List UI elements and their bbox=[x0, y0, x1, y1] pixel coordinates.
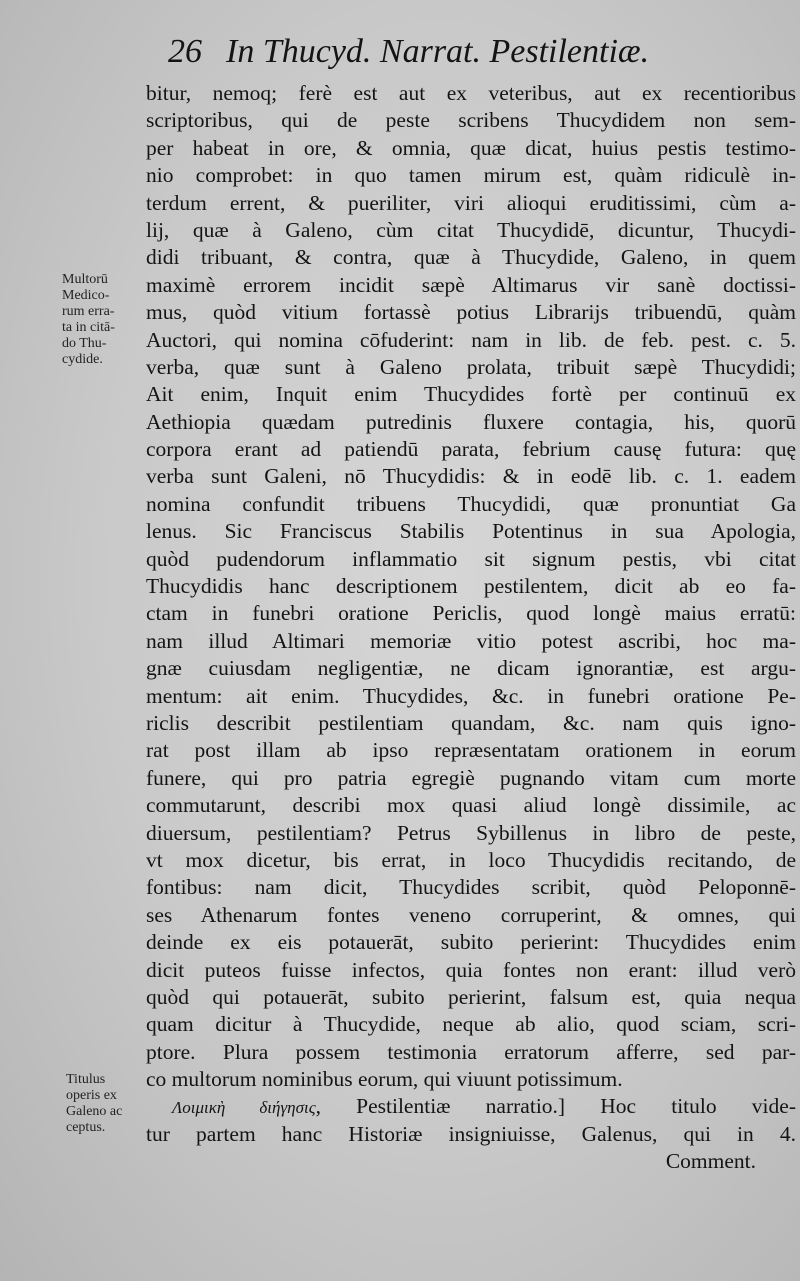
margin-note-line: ceptus. bbox=[66, 1120, 106, 1135]
text-line: diuersum, pestilentiam? Petrus Sybillenus in libro de peste, bbox=[146, 820, 796, 845]
main-text-block bbox=[146, 80, 796, 1176]
margin-note-line: cydide. bbox=[62, 352, 103, 367]
text-line: scriptoribus, qui de peste scribens Thucydidem non sem- bbox=[146, 108, 796, 133]
text-line: tur partem hanc Historiæ insigniuisse, Galenus, qui in 4. bbox=[146, 1121, 796, 1146]
text-line: commutarunt, describi mox quasi aliud longè dissimile, ac bbox=[146, 793, 796, 818]
text-line: Aethiopia quædam putredinis fluxere contagia, his, quorū bbox=[146, 409, 796, 434]
margin-note-line: do Thu- bbox=[62, 336, 107, 351]
catchword: Comment. bbox=[665, 1149, 756, 1174]
text-line: ptore. Plura possem testimonia erratorum afferre, sed par- bbox=[146, 1039, 796, 1064]
text-line: nomina confundit tribuens Thucydidi, quæ pronuntiat Ga bbox=[146, 491, 796, 516]
lemma-line bbox=[146, 1093, 796, 1120]
margin-note-line: operis ex bbox=[66, 1088, 117, 1103]
text-line: ses Athenarum fontes veneno corruperint, & omnes, qui bbox=[146, 902, 796, 927]
text-line: funere, qui pro patria egregiè pugnando vitam cum morte bbox=[146, 765, 796, 790]
margin-note-line: rum erra- bbox=[62, 304, 115, 319]
text-line: vt mox dicetur, bis errat, in loco Thucydidis recitando, de bbox=[146, 847, 796, 872]
margin-note-errors bbox=[62, 272, 115, 368]
text-line: Ait enim, Inquit enim Thucydides fortè per continuū ex bbox=[146, 382, 796, 407]
text-line: quam dicitur à Thucydide, neque ab alio, quod sciam, scri- bbox=[146, 1012, 796, 1037]
greek-lemma: Λοιμικὴ διήγησις bbox=[172, 1098, 316, 1118]
page-number: 26 bbox=[168, 33, 202, 70]
text-line: quòd qui potauerāt, subito perierint, falsum est, quia nequa bbox=[146, 984, 796, 1009]
text-line: gnæ cuiusdam negligentiæ, ne dicam ignorantiæ, est argu- bbox=[146, 656, 796, 681]
text-line: quòd pudendorum inflammatio sit signum pestis, vbi citat bbox=[146, 546, 796, 571]
text-line: bitur, nemoq; ferè est aut ex veteribus, aut ex recentioribus bbox=[146, 81, 796, 105]
running-header bbox=[168, 28, 788, 76]
text-line: lij, quæ à Galeno, cùm citat Thucydidē, dicuntur, Thucydi- bbox=[146, 217, 796, 242]
lemma-text: , Pestilentiæ narratio.] Hoc titulo vide- bbox=[315, 1094, 796, 1119]
margin-note-line: Medico- bbox=[62, 288, 110, 303]
text-line: terdum errent, & pueriliter, viri alioqui eruditissimi, cùm a- bbox=[146, 190, 796, 215]
text-line: maximè errorem incidit sæpè Altimarus vir sanè doctissi- bbox=[146, 272, 796, 297]
text-line: nam illud Altimari memoriæ vitio potest ascribi, hoc ma- bbox=[146, 628, 796, 653]
margin-note-line: Titulus bbox=[66, 1072, 106, 1087]
text-line: dicit puteos fuisse infectos, quia fontes non erant: illud verò bbox=[146, 957, 796, 982]
text-line: co multorum nominibus eorum, qui viuunt potissimum. bbox=[146, 1067, 623, 1092]
text-line: lenus. Sic Franciscus Stabilis Potentinus in sua Apologia, bbox=[146, 519, 796, 544]
text-line: rat post illam ab ipso repræsentatam orationem in eorum bbox=[146, 738, 796, 763]
text-line: Auctori, qui nomina cōfuderint: nam in lib. de feb. pest. c. 5. bbox=[146, 327, 796, 352]
margin-note-title bbox=[66, 1072, 122, 1136]
text-line: verba sunt Galeni, nō Thucydidis: & in eodē lib. c. 1. eadem bbox=[146, 464, 796, 489]
text-line: mus, quòd vitium fortassè potius Librarijs tribuendū, quàm bbox=[146, 300, 796, 325]
text-line: Thucydidis hanc descriptionem pestilentem, dicit ab eo fa- bbox=[146, 574, 796, 599]
text-line: verba, quæ sunt à Galeno prolata, tribuit sæpè Thucydidi; bbox=[146, 354, 796, 379]
text-line: riclis describit pestilentiam quandam, &c. nam quis igno- bbox=[146, 710, 796, 735]
margin-note-line: Galeno ac bbox=[66, 1104, 123, 1119]
running-title: In Thucyd. Narrat. Pestilentiæ. bbox=[226, 33, 650, 70]
text-line: fontibus: nam dicit, Thucydides scribit, quòd Peloponnē- bbox=[146, 875, 796, 900]
text-line: per habeat in ore, & omnia, quæ dicat, huius pestis testimo- bbox=[146, 135, 796, 160]
text-line: deinde ex eis potauerāt, subito perierint: Thucydides enim bbox=[146, 930, 796, 955]
text-line: mentum: ait enim. Thucydides, &c. in funebri oratione Pe- bbox=[146, 683, 796, 708]
text-line: corpora erant ad patiendū parata, febrium causę futura: quę bbox=[146, 437, 796, 462]
margin-note-line: Multorū bbox=[62, 272, 108, 287]
text-line: nio comprobet: in quo tamen mirum est, quàm ridiculè in- bbox=[146, 163, 796, 188]
text-line: ctam in funebri oratione Periclis, quod longè maius erratū: bbox=[146, 601, 796, 626]
text-line: didi tribuant, & contra, quæ à Thucydide, Galeno, in quem bbox=[146, 245, 796, 270]
margin-note-line: ta in citā- bbox=[62, 320, 115, 335]
